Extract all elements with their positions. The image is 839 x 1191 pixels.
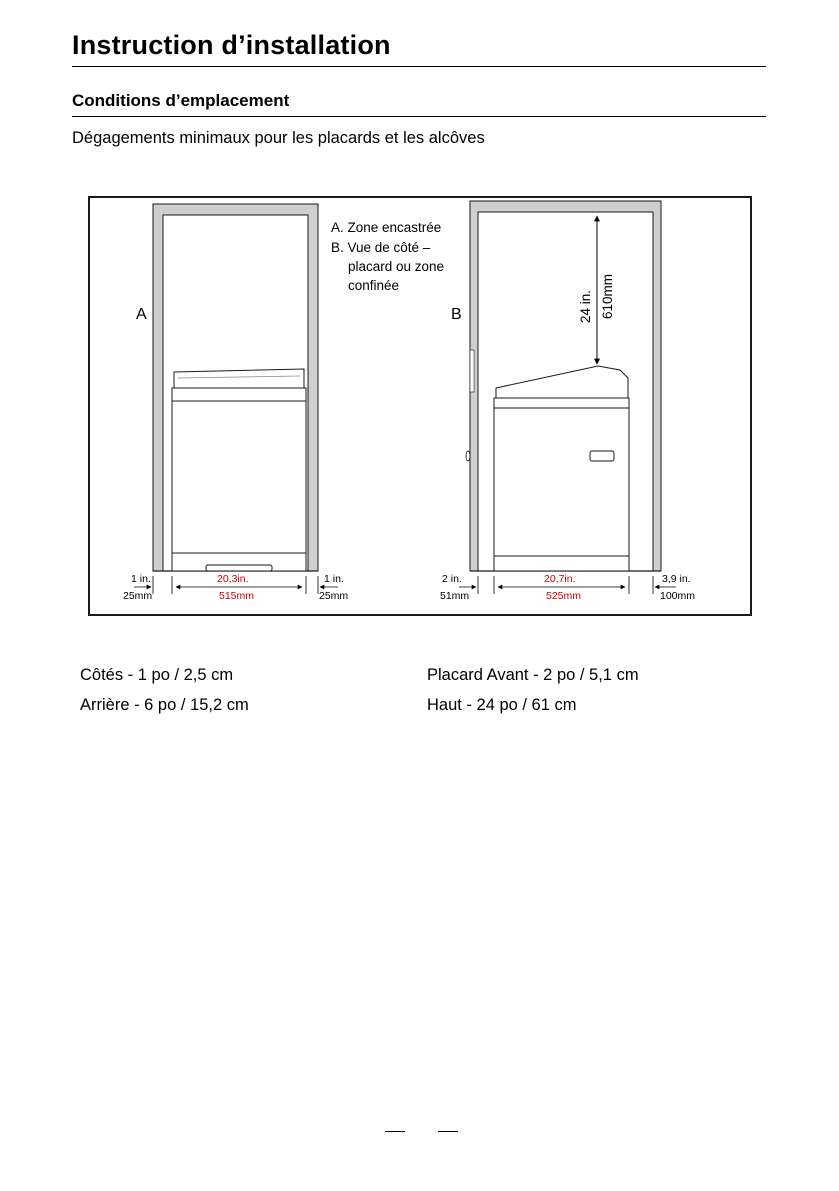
page-number-mark-right	[438, 1131, 458, 1132]
requirement-rear: Arrière - 6 po / 15,2 cm	[80, 696, 249, 714]
legend-a: A. Zone encastrée	[331, 220, 442, 235]
page-title: Instruction d’installation	[72, 30, 391, 60]
washer-front-view	[172, 369, 306, 571]
requirement-front: Placard Avant - 2 po / 5,1 cm	[427, 666, 639, 684]
section-title: Conditions d’emplacement	[72, 91, 290, 110]
left-width-mm: 515mm	[219, 590, 255, 602]
right-side-in: 1 in.	[324, 573, 344, 585]
legend-b-line2: placard ou zone	[348, 259, 445, 274]
depth-in: 20,7in.	[544, 573, 576, 585]
requirement-sides: Côtés - 1 po / 2,5 cm	[80, 666, 234, 684]
recessed-area-drawing	[153, 204, 318, 571]
front-gap-in: 2 in.	[442, 573, 462, 585]
closet-side-drawing	[466, 201, 661, 571]
rear-gap-in: 3,9 in.	[662, 573, 691, 585]
rear-gap-mm: 100mm	[660, 590, 696, 602]
front-gap-mm: 51mm	[440, 590, 470, 602]
right-side-mm: 25mm	[319, 590, 349, 602]
intro-text: Dégagements minimaux pour les placards et les alcôves	[72, 129, 485, 147]
label-b: B	[451, 306, 462, 323]
left-width-in: 20,3in.	[217, 573, 249, 585]
legend-b-line1: B. Vue de côté –	[331, 240, 431, 255]
legend-b-line3: confinée	[348, 278, 400, 293]
label-a: A	[136, 306, 147, 323]
washer-side-view	[494, 366, 629, 571]
top-clearance-in: 24 in.	[578, 289, 593, 323]
top-clearance-mm: 610mm	[600, 273, 615, 319]
left-side-mm: 25mm	[123, 590, 153, 602]
left-side-in: 1 in.	[131, 573, 151, 585]
requirement-top: Haut - 24 po / 61 cm	[427, 696, 577, 714]
depth-mm: 525mm	[546, 590, 582, 602]
page-number-mark-left	[385, 1131, 405, 1132]
